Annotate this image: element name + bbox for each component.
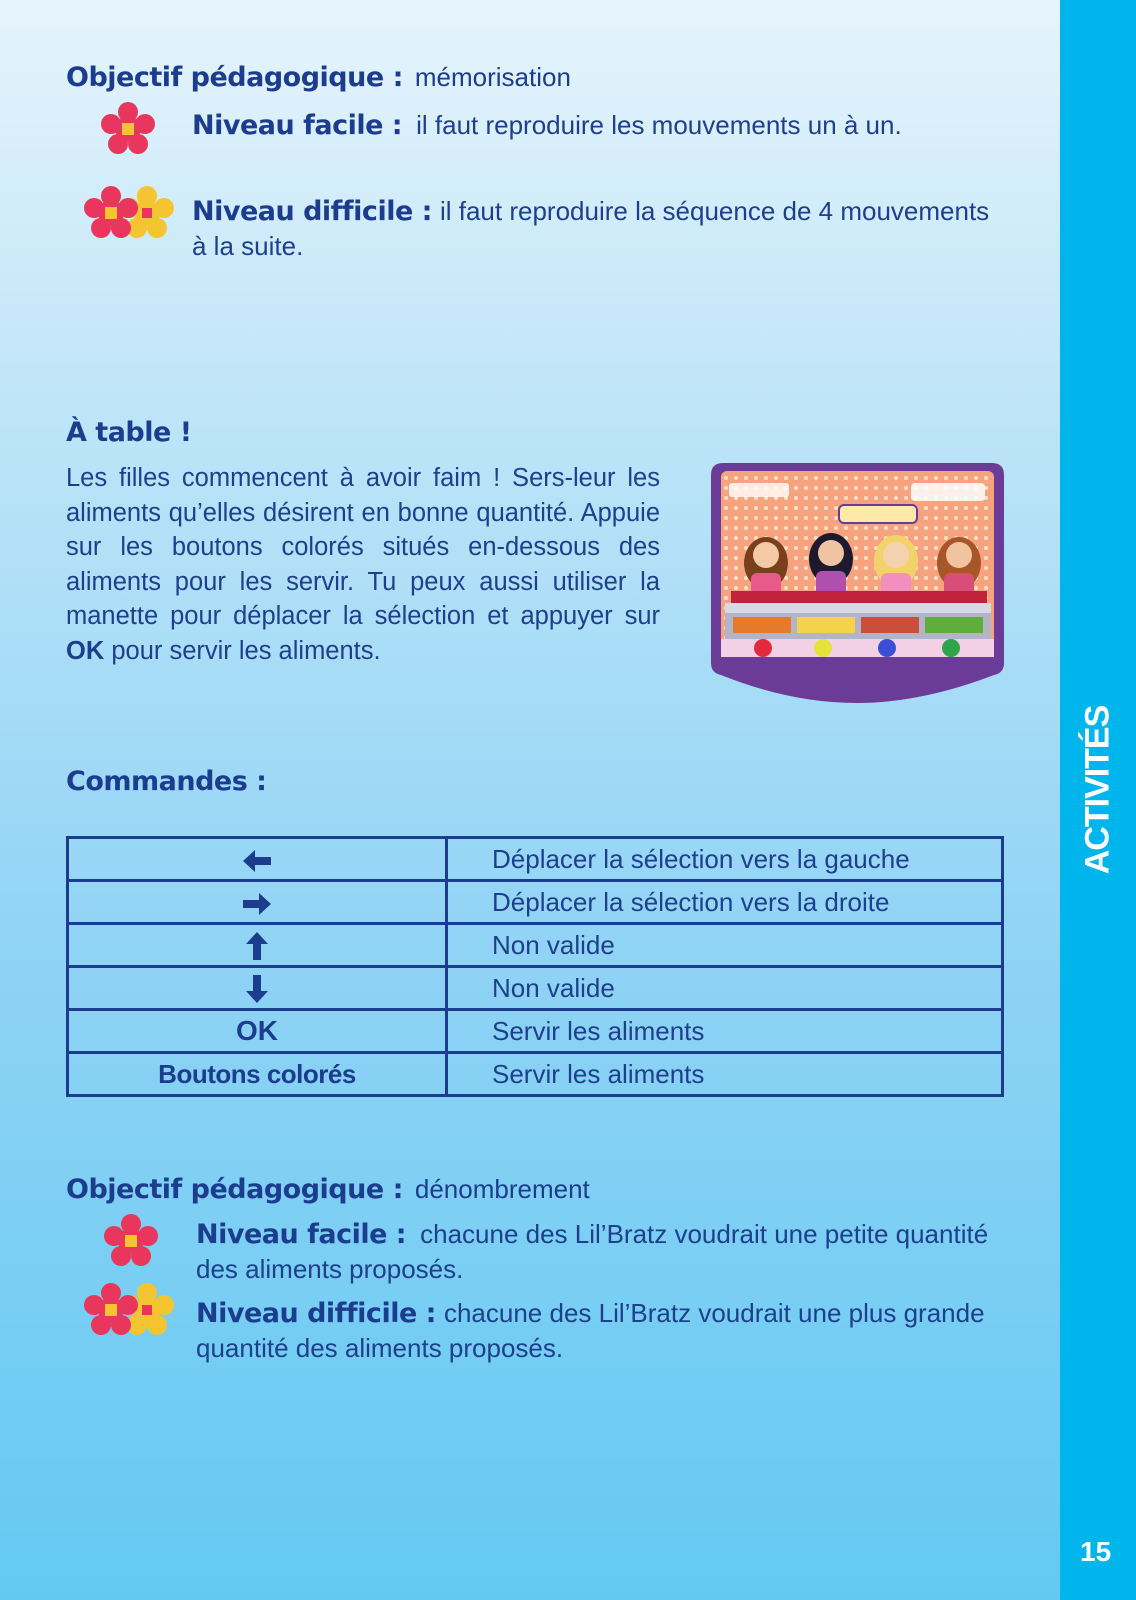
colored-buttons-key-label: Boutons colorés bbox=[158, 1058, 356, 1089]
game-description-start: Les filles commencent à avoir faim ! Sers-leur les aliments qu’elles désirent en bonne quantité. Appuie sur les boutons colorés situés en-dessous des aliments pour les servir. Tu peux aussi utiliser la manette pour déplacer la sélection et appuyer sur bbox=[66, 464, 660, 630]
sidebar-label: ACTIVITÉS bbox=[1078, 705, 1117, 875]
easy-text: il faut reproduire les mouvements un à un. bbox=[416, 110, 902, 140]
hard-text-2: à la suite. bbox=[192, 231, 304, 261]
action-cell: Non valide bbox=[447, 924, 1003, 967]
table-row bbox=[68, 967, 1003, 1010]
action-cell: Non valide bbox=[447, 967, 1003, 1010]
easy-text-2b: des aliments proposés. bbox=[196, 1254, 464, 1284]
action-cell: Servir les aliments bbox=[447, 1053, 1003, 1096]
table-row bbox=[68, 881, 1003, 924]
objective-label-2: Objectif pédagogique : bbox=[66, 1174, 403, 1205]
key-cell bbox=[68, 1010, 447, 1053]
easy-text-2a: chacune des Lil’Bratz voudrait une petite quantité bbox=[420, 1219, 989, 1249]
objective-heading-2 bbox=[66, 1174, 590, 1205]
arrow-left-icon bbox=[241, 849, 273, 873]
hard-text-1: il faut reproduire la séquence de 4 mouvements bbox=[439, 196, 990, 226]
hard-level-2 bbox=[196, 1296, 985, 1366]
easy-level-flower-icon-2 bbox=[104, 1214, 158, 1268]
hard-text-2a: chacune des Lil’Bratz voudrait une plus grande bbox=[443, 1298, 985, 1328]
easy-level-2 bbox=[196, 1217, 988, 1287]
game-description-ok: OK bbox=[66, 636, 105, 665]
game-screenshot-image bbox=[711, 463, 1004, 703]
game-title: À table ! bbox=[66, 417, 192, 448]
key-cell bbox=[68, 838, 447, 881]
table-row bbox=[68, 1010, 1003, 1053]
game-description-end: pour servir les aliments. bbox=[104, 636, 381, 665]
game-description bbox=[66, 461, 660, 668]
key-cell bbox=[68, 924, 447, 967]
easy-level bbox=[192, 108, 902, 143]
key-cell bbox=[68, 967, 447, 1010]
arrow-right-icon bbox=[241, 892, 273, 916]
objective-heading bbox=[66, 62, 571, 93]
commands-table bbox=[66, 836, 1004, 1097]
action-cell: Déplacer la sélection vers la gauche bbox=[447, 838, 1003, 881]
arrow-up-icon bbox=[245, 930, 269, 962]
hard-level-flowers-icon bbox=[84, 186, 174, 240]
arrow-down-icon bbox=[245, 973, 269, 1005]
hard-level bbox=[192, 194, 989, 264]
hard-level-flowers-icon-2 bbox=[84, 1283, 174, 1337]
table-row bbox=[68, 924, 1003, 967]
key-cell bbox=[68, 881, 447, 924]
table-row bbox=[68, 1053, 1003, 1096]
objective-label: Objectif pédagogique : bbox=[66, 62, 403, 93]
key-cell bbox=[68, 1053, 447, 1096]
hard-text-2b: quantité des aliments proposés. bbox=[196, 1333, 564, 1363]
objective-value-2: dénombrement bbox=[414, 1174, 590, 1204]
hard-label: Niveau difficile : bbox=[192, 196, 432, 227]
easy-label-2: Niveau facile : bbox=[196, 1219, 407, 1250]
ok-key-label: OK bbox=[236, 1015, 278, 1046]
action-cell: Déplacer la sélection vers la droite bbox=[447, 881, 1003, 924]
action-cell: Servir les aliments bbox=[447, 1010, 1003, 1053]
page-number: 15 bbox=[1080, 1536, 1112, 1567]
easy-label: Niveau facile : bbox=[192, 110, 403, 141]
commands-title: Commandes : bbox=[66, 766, 267, 797]
easy-level-flower-icon bbox=[101, 102, 155, 156]
hard-label-2: Niveau difficile : bbox=[196, 1298, 436, 1329]
table-row bbox=[68, 838, 1003, 881]
objective-value: mémorisation bbox=[414, 62, 571, 92]
